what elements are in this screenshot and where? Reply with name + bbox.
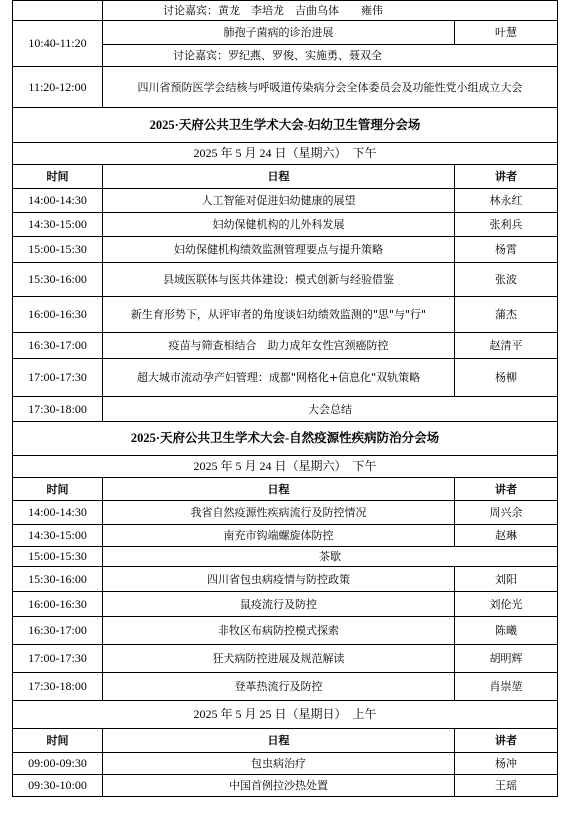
time-cell: 14:30-15:00 xyxy=(13,213,103,237)
topic-cell: 中国首例拉沙热处置 xyxy=(103,775,455,797)
topic-cell: 超大城市流动孕产妇管理：成都"网格化+信息化"双轨策略 xyxy=(103,359,455,397)
time-cell: 14:00-14:30 xyxy=(13,501,103,525)
date-row xyxy=(13,456,558,478)
speaker-cell: 刘阳 xyxy=(455,567,558,592)
topic-cell: 妇幼保健机构的儿外科发展 xyxy=(103,213,455,237)
time-cell: 10:40-11:20 xyxy=(13,21,103,67)
table-row xyxy=(13,775,558,797)
time-cell: 17:30-18:00 xyxy=(13,397,103,422)
speaker-cell: 杨冲 xyxy=(455,753,558,775)
time-cell: 16:30-17:00 xyxy=(13,617,103,645)
table-row xyxy=(13,525,558,547)
topic-cell: 县域医联体与医共体建设：模式创新与经验借鉴 xyxy=(103,263,455,297)
topic-cell: 大会总结 xyxy=(103,397,558,422)
table-row xyxy=(13,213,558,237)
table-row xyxy=(13,567,558,592)
date-row xyxy=(13,701,558,729)
speaker-cell: 张波 xyxy=(455,263,558,297)
speaker-cell: 赵琳 xyxy=(455,525,558,547)
topic-cell: 妇幼保健机构绩效监测管理要点与提升策略 xyxy=(103,237,455,263)
column-header-time: 时间 xyxy=(13,165,103,189)
speaker-cell: 叶慧 xyxy=(455,21,558,45)
topic-cell: 人工智能对促进妇幼健康的展望 xyxy=(103,189,455,213)
column-header-time: 时间 xyxy=(13,729,103,753)
schedule-table xyxy=(12,0,558,797)
header-row xyxy=(13,729,558,753)
topic-cell: 四川省预防医学会结核与呼吸道传染病分会全体委员会及功能性党小组成立大会 xyxy=(103,67,558,108)
speaker-cell: 陈曦 xyxy=(455,617,558,645)
table-row xyxy=(13,359,558,397)
column-header-agenda: 日程 xyxy=(103,165,455,189)
table-row xyxy=(13,547,558,567)
column-header-agenda: 日程 xyxy=(103,729,455,753)
time-cell: 14:00-14:30 xyxy=(13,189,103,213)
topic-cell: 包虫病治疗 xyxy=(103,753,455,775)
table-row xyxy=(13,189,558,213)
section-title: 2025·天府公共卫生学术大会-妇幼卫生管理分会场 xyxy=(13,108,558,143)
topic-cell: 疫苗与筛查相结合 助力成年女性宫颈癌防控 xyxy=(103,333,455,359)
table-row xyxy=(13,397,558,422)
time-cell: 17:00-17:30 xyxy=(13,359,103,397)
column-header-speaker: 讲者 xyxy=(455,478,558,501)
session-date: 2025 年 5 月 25 日（星期日） 上午 xyxy=(13,701,558,729)
topic-cell: 南充市钩端螺旋体防控 xyxy=(103,525,455,547)
time-cell: 14:30-15:00 xyxy=(13,525,103,547)
topic-cell: 非牧区布病防控模式探索 xyxy=(103,617,455,645)
table-row xyxy=(13,333,558,359)
speaker-cell: 肖崇堃 xyxy=(455,673,558,701)
time-cell: 17:30-18:00 xyxy=(13,673,103,701)
topic-cell: 登革热流行及防控 xyxy=(103,673,455,701)
section-title-row xyxy=(13,108,558,143)
column-header-speaker: 讲者 xyxy=(455,165,558,189)
time-cell: 16:30-17:00 xyxy=(13,333,103,359)
topic-cell: 茶歇 xyxy=(103,547,558,567)
column-header-agenda: 日程 xyxy=(103,478,455,501)
table-row xyxy=(13,645,558,673)
speaker-cell: 林永红 xyxy=(455,189,558,213)
time-cell: 16:00-16:30 xyxy=(13,297,103,333)
speaker-cell: 蒲杰 xyxy=(455,297,558,333)
table-row xyxy=(13,297,558,333)
discussants: 讨论嘉宾：黄龙 李培龙 吉曲乌体 雍伟 xyxy=(103,1,558,21)
discussants: 讨论嘉宾：罗纪燕、罗俊、实施勇、聂双全 xyxy=(103,45,558,67)
table-row xyxy=(13,501,558,525)
time-cell: 15:30-16:00 xyxy=(13,263,103,297)
time-cell: 15:30-16:00 xyxy=(13,567,103,592)
table-row xyxy=(13,263,558,297)
speaker-cell: 张利兵 xyxy=(455,213,558,237)
table-row xyxy=(13,1,558,21)
topic-cell: 四川省包虫病疫情与防控政策 xyxy=(103,567,455,592)
date-row xyxy=(13,143,558,165)
topic-cell: 我省自然疫源性疾病流行及防控情况 xyxy=(103,501,455,525)
section-title-row xyxy=(13,422,558,456)
time-cell: 15:00-15:30 xyxy=(13,237,103,263)
time-cell: 11:20-12:00 xyxy=(13,67,103,108)
column-header-speaker: 讲者 xyxy=(455,729,558,753)
header-row xyxy=(13,478,558,501)
time-cell: 17:00-17:30 xyxy=(13,645,103,673)
column-header-time: 时间 xyxy=(13,478,103,501)
speaker-cell: 周兴余 xyxy=(455,501,558,525)
speaker-cell: 杨柳 xyxy=(455,359,558,397)
table-row xyxy=(13,21,558,45)
table-row xyxy=(13,617,558,645)
speaker-cell: 刘伦光 xyxy=(455,592,558,617)
topic-cell: 狂犬病防控进展及规范解读 xyxy=(103,645,455,673)
speaker-cell: 杨霄 xyxy=(455,237,558,263)
time-cell: 09:30-10:00 xyxy=(13,775,103,797)
table-row xyxy=(13,592,558,617)
time-cell: 09:00-09:30 xyxy=(13,753,103,775)
topic-cell: 新生育形势下，从评审者的角度谈妇幼绩效监测的"思"与"行" xyxy=(103,297,455,333)
table-row xyxy=(13,753,558,775)
speaker-cell: 王瑶 xyxy=(455,775,558,797)
table-row xyxy=(13,673,558,701)
header-row xyxy=(13,165,558,189)
table-row xyxy=(13,237,558,263)
topic-cell: 肺孢子菌病的诊治进展 xyxy=(103,21,455,45)
speaker-cell: 赵清平 xyxy=(455,333,558,359)
session-date: 2025 年 5 月 24 日（星期六） 下午 xyxy=(13,456,558,478)
section-title: 2025·天府公共卫生学术大会-自然疫源性疾病防治分会场 xyxy=(13,422,558,456)
speaker-cell: 胡明辉 xyxy=(455,645,558,673)
time-cell: 15:00-15:30 xyxy=(13,547,103,567)
session-date: 2025 年 5 月 24 日（星期六） 下午 xyxy=(13,143,558,165)
time-cell: 16:00-16:30 xyxy=(13,592,103,617)
topic-cell: 鼠疫流行及防控 xyxy=(103,592,455,617)
table-row xyxy=(13,67,558,108)
